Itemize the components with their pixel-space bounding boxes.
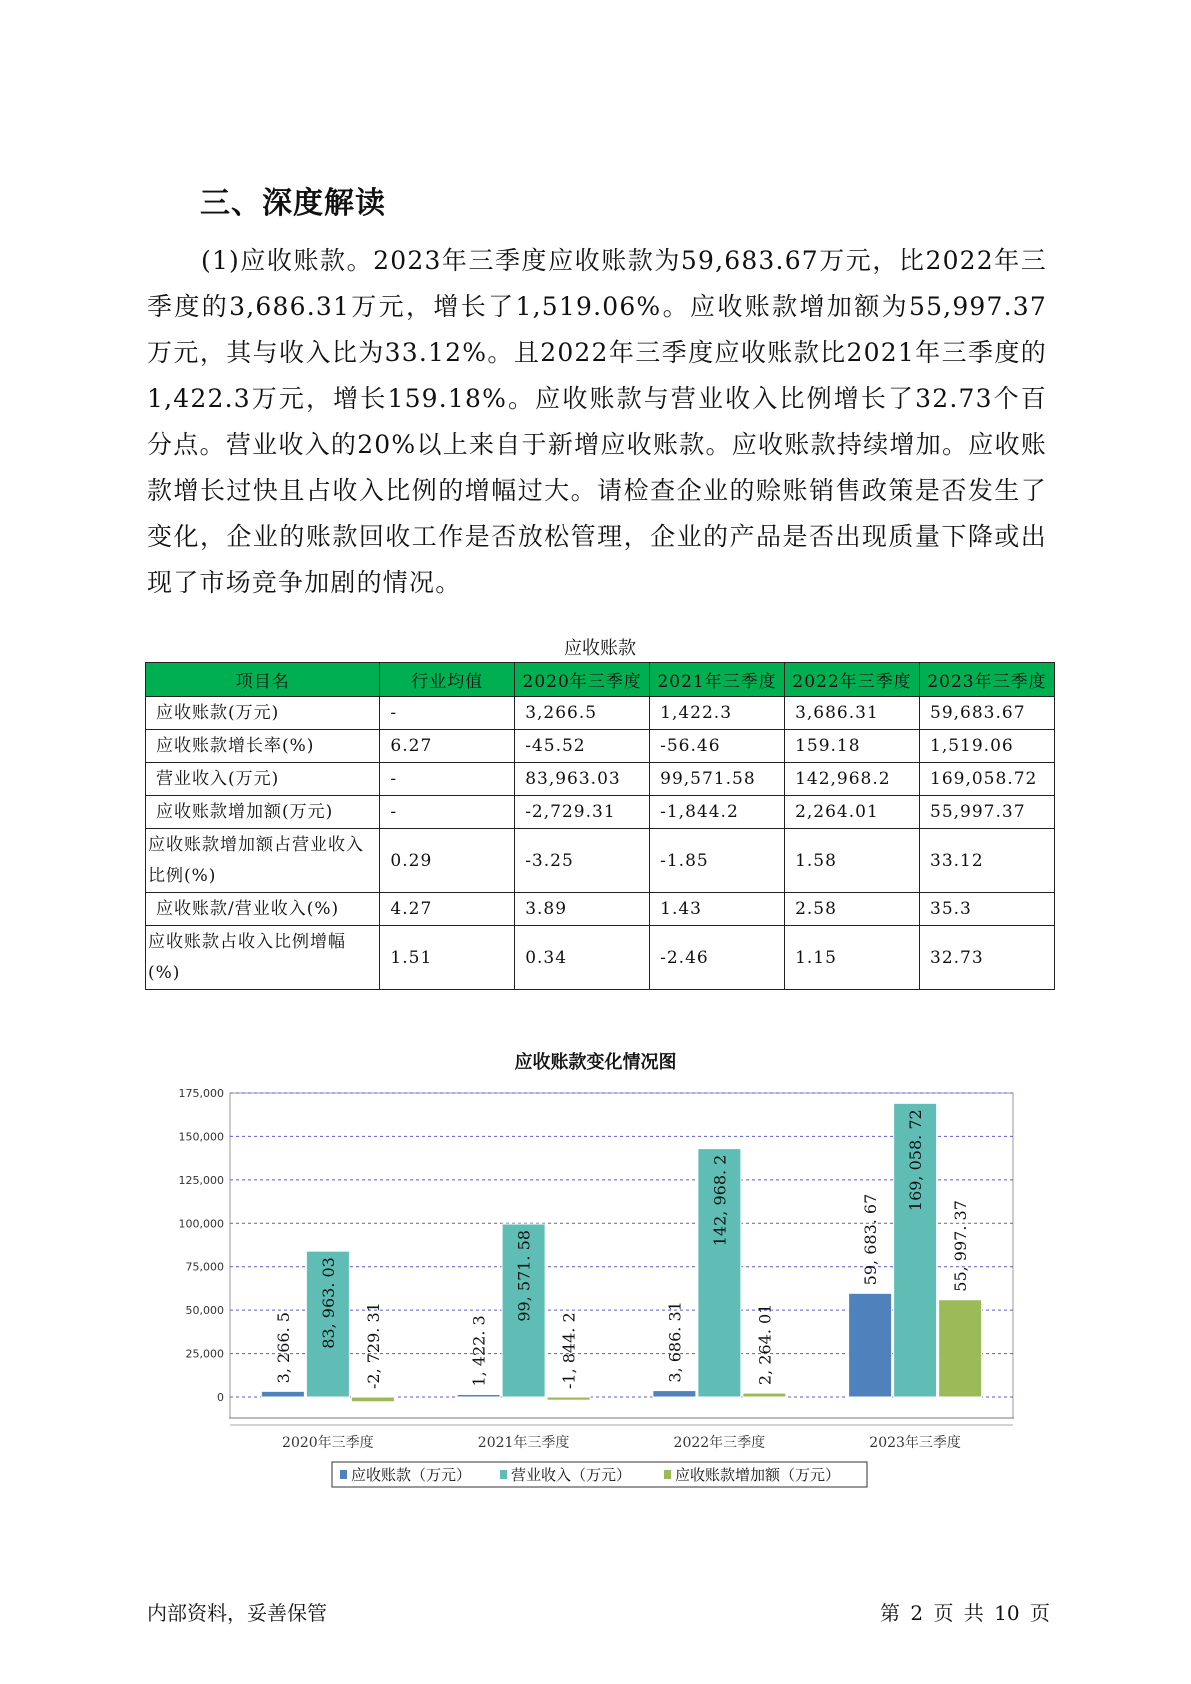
row-label: 营业收入(万元) — [146, 763, 380, 796]
data-label: 3, 686. 31 — [665, 1301, 685, 1383]
x-tick-label: 2020年三季度 — [282, 1435, 374, 1451]
table-cell: 1,422.3 — [650, 697, 785, 730]
legend-label: 应收账款增加额（万元） — [675, 1466, 841, 1484]
table-cell: -3.25 — [515, 829, 650, 893]
table-cell: 0.34 — [515, 926, 650, 990]
table-cell: 1.15 — [785, 926, 920, 990]
header-cell: 2023年三季度 — [920, 663, 1055, 697]
legend-label: 应收账款（万元） — [351, 1466, 472, 1484]
row-label: 应收账款/营业收入(%) — [146, 893, 380, 926]
row-label: 应收账款(万元) — [146, 697, 380, 730]
table-cell: 142,968.2 — [785, 763, 920, 796]
bar — [547, 1397, 590, 1400]
table-cell: 6.27 — [380, 730, 515, 763]
y-tick-label: 125,000 — [178, 1173, 224, 1187]
x-tick-label: 2022年三季度 — [673, 1435, 766, 1451]
x-tick-label: 2021年三季度 — [477, 1435, 570, 1451]
y-tick-label: 25,000 — [185, 1347, 224, 1361]
table-caption: 应收账款 — [564, 638, 636, 659]
header-cell: 2022年三季度 — [785, 663, 920, 697]
chart-title: 应收账款变化情况图 — [514, 1052, 677, 1073]
table-cell: 99,571.58 — [650, 763, 785, 796]
data-label: 99, 571. 58 — [514, 1230, 534, 1322]
table-cell: 2.58 — [785, 893, 920, 926]
bar — [653, 1391, 696, 1397]
table-cell: 1,519.06 — [920, 730, 1055, 763]
table-cell: 32.73 — [920, 926, 1055, 990]
table-cell: 33.12 — [920, 829, 1055, 893]
table-cell: 1.43 — [650, 893, 785, 926]
y-tick-label: 0 — [217, 1391, 224, 1404]
table-cell: 3,266.5 — [515, 697, 650, 730]
y-tick-label: 100,000 — [178, 1217, 224, 1231]
table-cell: 83,963.03 — [515, 763, 650, 796]
data-label: 2, 264. 01 — [755, 1303, 775, 1386]
bar — [351, 1397, 394, 1402]
legend-swatch — [340, 1470, 347, 1479]
bar — [743, 1393, 786, 1397]
y-tick-label: 150,000 — [178, 1130, 224, 1144]
table-cell: 2,264.01 — [785, 796, 920, 829]
table-cell: -1,844.2 — [650, 796, 785, 829]
legend-label: 营业收入（万元） — [511, 1466, 632, 1484]
data-label: 55, 997. 37 — [951, 1200, 971, 1292]
header-cell: 2021年三季度 — [650, 663, 785, 697]
legend-swatch — [500, 1470, 507, 1479]
table-cell: - — [380, 697, 515, 730]
row-label: 应收账款增加额(万元) — [146, 796, 380, 829]
data-label: 1, 422. 3 — [469, 1315, 489, 1387]
bar — [939, 1300, 982, 1397]
row-label: 应收账款增加额占营业收入比例(%) — [146, 829, 380, 893]
x-tick-label: 2023年三季度 — [869, 1435, 961, 1451]
data-label: 59, 683. 67 — [861, 1193, 881, 1286]
table-cell: 159.18 — [785, 730, 920, 763]
table-cell: - — [380, 796, 515, 829]
legend-swatch — [664, 1470, 671, 1479]
bar — [457, 1395, 500, 1397]
bar — [261, 1391, 304, 1397]
footer-confidential-note: 内部资料，妥善保管 — [147, 1601, 327, 1625]
header-cell: 项目名 — [146, 663, 380, 697]
data-label: 3, 266. 5 — [273, 1312, 293, 1384]
table-cell: -2,729.31 — [515, 796, 650, 829]
y-tick-label: 75,000 — [185, 1260, 224, 1274]
analysis-paragraph: (1)应收账款。2023年三季度应收账款为59,683.67万元，比2022年三季度的3,686.31万元，增长了1,519.06%。应收账款增加额为55,997.37万元，其与收入比为33.12%。且2022年三季度应收账款比2021年三季度的1,422.3万元，增长159.18%。应收账款与营业收入比例增长了32.73个百分点。营业收入的20%以上来自于新增应收账款。应收账款持续增加。应收账款增长过快且占收入比例的增幅过大。请检查企业的赊账销售政策是否发生了变化，企业的账款回收工作是否放松管理，企业的产品是否出现质量下降或出现了市场竞争加剧的情况。 — [147, 246, 1047, 597]
row-label: 应收账款增长率(%) — [146, 730, 380, 763]
table-cell: -2.46 — [650, 926, 785, 990]
y-tick-label: 175,000 — [178, 1087, 224, 1100]
table-cell: -45.52 — [515, 730, 650, 763]
table-cell: 0.29 — [380, 829, 515, 893]
footer-page-number: 第 2 页 共 10 页 — [880, 1601, 1050, 1625]
table-cell: -56.46 — [650, 730, 785, 763]
data-label: -1, 844. 2 — [559, 1312, 579, 1389]
table-cell: - — [380, 763, 515, 796]
header-cell: 行业均值 — [380, 663, 515, 697]
data-label: 142, 968. 2 — [710, 1154, 730, 1247]
data-label: -2, 729. 31 — [363, 1302, 383, 1389]
data-label: 83, 963. 03 — [318, 1257, 338, 1349]
table-cell: -1.85 — [650, 829, 785, 893]
table-cell: 3.89 — [515, 893, 650, 926]
header-cell: 2020年三季度 — [515, 663, 650, 697]
table-cell: 1.58 — [785, 829, 920, 893]
section-heading: 三、深度解读 — [200, 186, 386, 221]
row-label: 应收账款占收入比例增幅(%) — [146, 926, 380, 990]
table-cell: 55,997.37 — [920, 796, 1055, 829]
y-tick-label: 50,000 — [185, 1304, 224, 1318]
table-cell: 35.3 — [920, 893, 1055, 926]
table-cell: 169,058.72 — [920, 763, 1055, 796]
table-cell: 3,686.31 — [785, 697, 920, 730]
table-cell: 1.51 — [380, 926, 515, 990]
bar — [849, 1293, 892, 1397]
table-cell: 4.27 — [380, 893, 515, 926]
data-label: 169, 058. 72 — [906, 1109, 926, 1212]
table-cell: 59,683.67 — [920, 697, 1055, 730]
